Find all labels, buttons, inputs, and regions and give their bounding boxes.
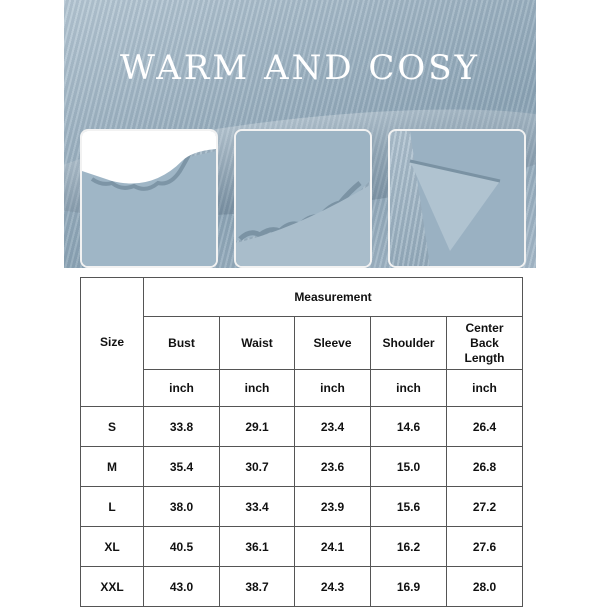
unit-cell: inch [220,370,295,407]
measurement-cell: 30.7 [220,447,295,487]
size-header: Size [81,278,144,407]
measurement-cell: 16.2 [371,527,447,567]
measurement-cell: 38.7 [220,567,295,607]
measurement-cell: 29.1 [220,407,295,447]
table-row [81,487,523,527]
measurement-cell: 15.0 [371,447,447,487]
measurement-cell: 27.6 [447,527,523,567]
hero-banner [64,0,536,268]
unit-cell: inch [144,370,220,407]
measurement-cell: 24.3 [295,567,371,607]
size-cell: XL [81,527,144,567]
measurement-cell: 23.4 [295,407,371,447]
size-cell: S [81,407,144,447]
cbl-line-3: Length [464,350,505,365]
measurement-cell: 28.0 [447,567,523,607]
table-row [81,527,523,567]
col-center-back-length [447,317,523,370]
unit-cell: inch [371,370,447,407]
thumbnail-neckline [80,129,218,268]
thumbnail-hem [234,129,372,268]
measurement-cell: 43.0 [144,567,220,607]
measurement-header: Measurement [144,278,523,317]
table-row [81,407,523,447]
measurement-cell: 23.9 [295,487,371,527]
hero-title: WARM AND COSY [119,48,481,88]
measurement-cell: 26.8 [447,447,523,487]
thumbnail-sleeve [388,129,526,268]
measurement-cell: 38.0 [144,487,220,527]
col-bust: Bust [144,317,220,370]
size-cell: L [81,487,144,527]
table-row [81,567,523,607]
measurement-cell: 33.4 [220,487,295,527]
measurement-cell: 35.4 [144,447,220,487]
size-cell: XXL [81,567,144,607]
measurement-cell: 15.6 [371,487,447,527]
col-shoulder: Shoulder [371,317,447,370]
measurement-cell: 33.8 [144,407,220,447]
cbl-line-2: Back [470,335,499,350]
col-waist: Waist [220,317,295,370]
measurement-cell: 26.4 [447,407,523,447]
measurement-cell: 40.5 [144,527,220,567]
col-sleeve: Sleeve [295,317,371,370]
size-cell: M [81,447,144,487]
unit-cell: inch [295,370,371,407]
cbl-line-1: Center [465,320,504,335]
measurement-cell: 24.1 [295,527,371,567]
table-row [81,447,523,487]
measurement-cell: 36.1 [220,527,295,567]
measurement-cell: 14.6 [371,407,447,447]
size-chart-table [80,277,523,607]
measurement-cell: 16.9 [371,567,447,607]
measurement-cell: 27.2 [447,487,523,527]
measurement-cell: 23.6 [295,447,371,487]
unit-cell: inch [447,370,523,407]
